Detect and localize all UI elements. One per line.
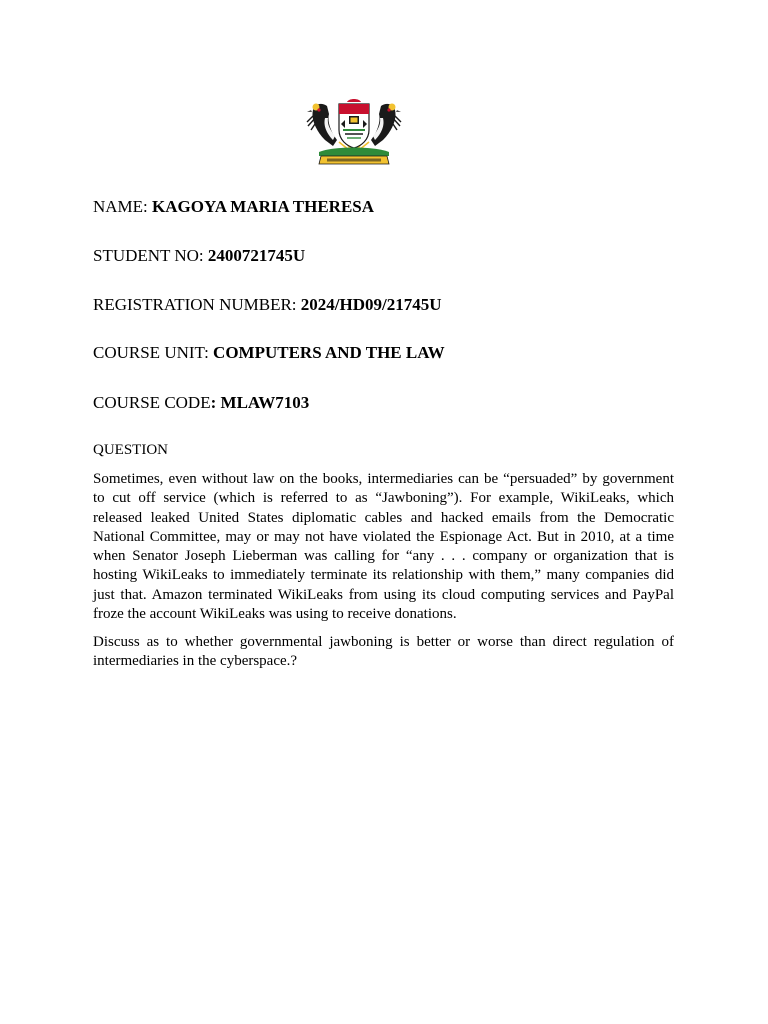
course-code-value: : MLAW7103 [210,393,310,412]
name-value: KAGOYA MARIA THERESA [152,197,375,216]
course-unit-value: COMPUTERS AND THE LAW [213,343,445,362]
question-prompt-paragraph: Discuss as to whether governmental jawboning is better or worse than direct regulation of intermediaries in the cyberspace.? [93,634,674,670]
university-crest-logo [303,96,405,170]
name-label: NAME: [93,197,153,216]
course-unit-label: COURSE UNIT: [93,343,214,362]
registration-number-value: 2024/HD09/21745U [300,295,442,314]
name-field [93,197,374,217]
motto-ribbon [319,156,389,164]
course-code-label: COURSE CODE [93,393,211,412]
shield [339,99,369,148]
registration-number-label: REGISTRATION NUMBER: [93,295,301,314]
question-heading: QUESTION [93,442,168,458]
registration-number-field [93,295,442,315]
right-crane [371,104,401,147]
left-crane [307,104,337,147]
student-number-field [93,246,305,266]
course-unit-field [93,343,445,363]
student-number-label: STUDENT NO: [93,246,208,265]
course-code-field [93,393,309,413]
green-ground [319,148,389,157]
student-number-value: 2400721745U [207,246,306,265]
question-paragraph: Sometimes, even without law on the books, intermediaries can be “persuaded” by government to cut off service (which is referred to as “Jawboning”). For example, WikiLeaks, which released leaked United States diplomatic cables and hacked emails from the Democratic National Committee, may or may not have violated the Espionage Act. But in 2010, at a time when Senator Joseph Lieberman was calling for “any . . . company or organization that is hosting WikiLeaks to immediately terminate its relationship with them,” many companies did just that. Amazon terminated WikiLeaks from using its cloud computing services and PayPal froze the account WikiLeaks was using to receive donations. [93,471,674,623]
